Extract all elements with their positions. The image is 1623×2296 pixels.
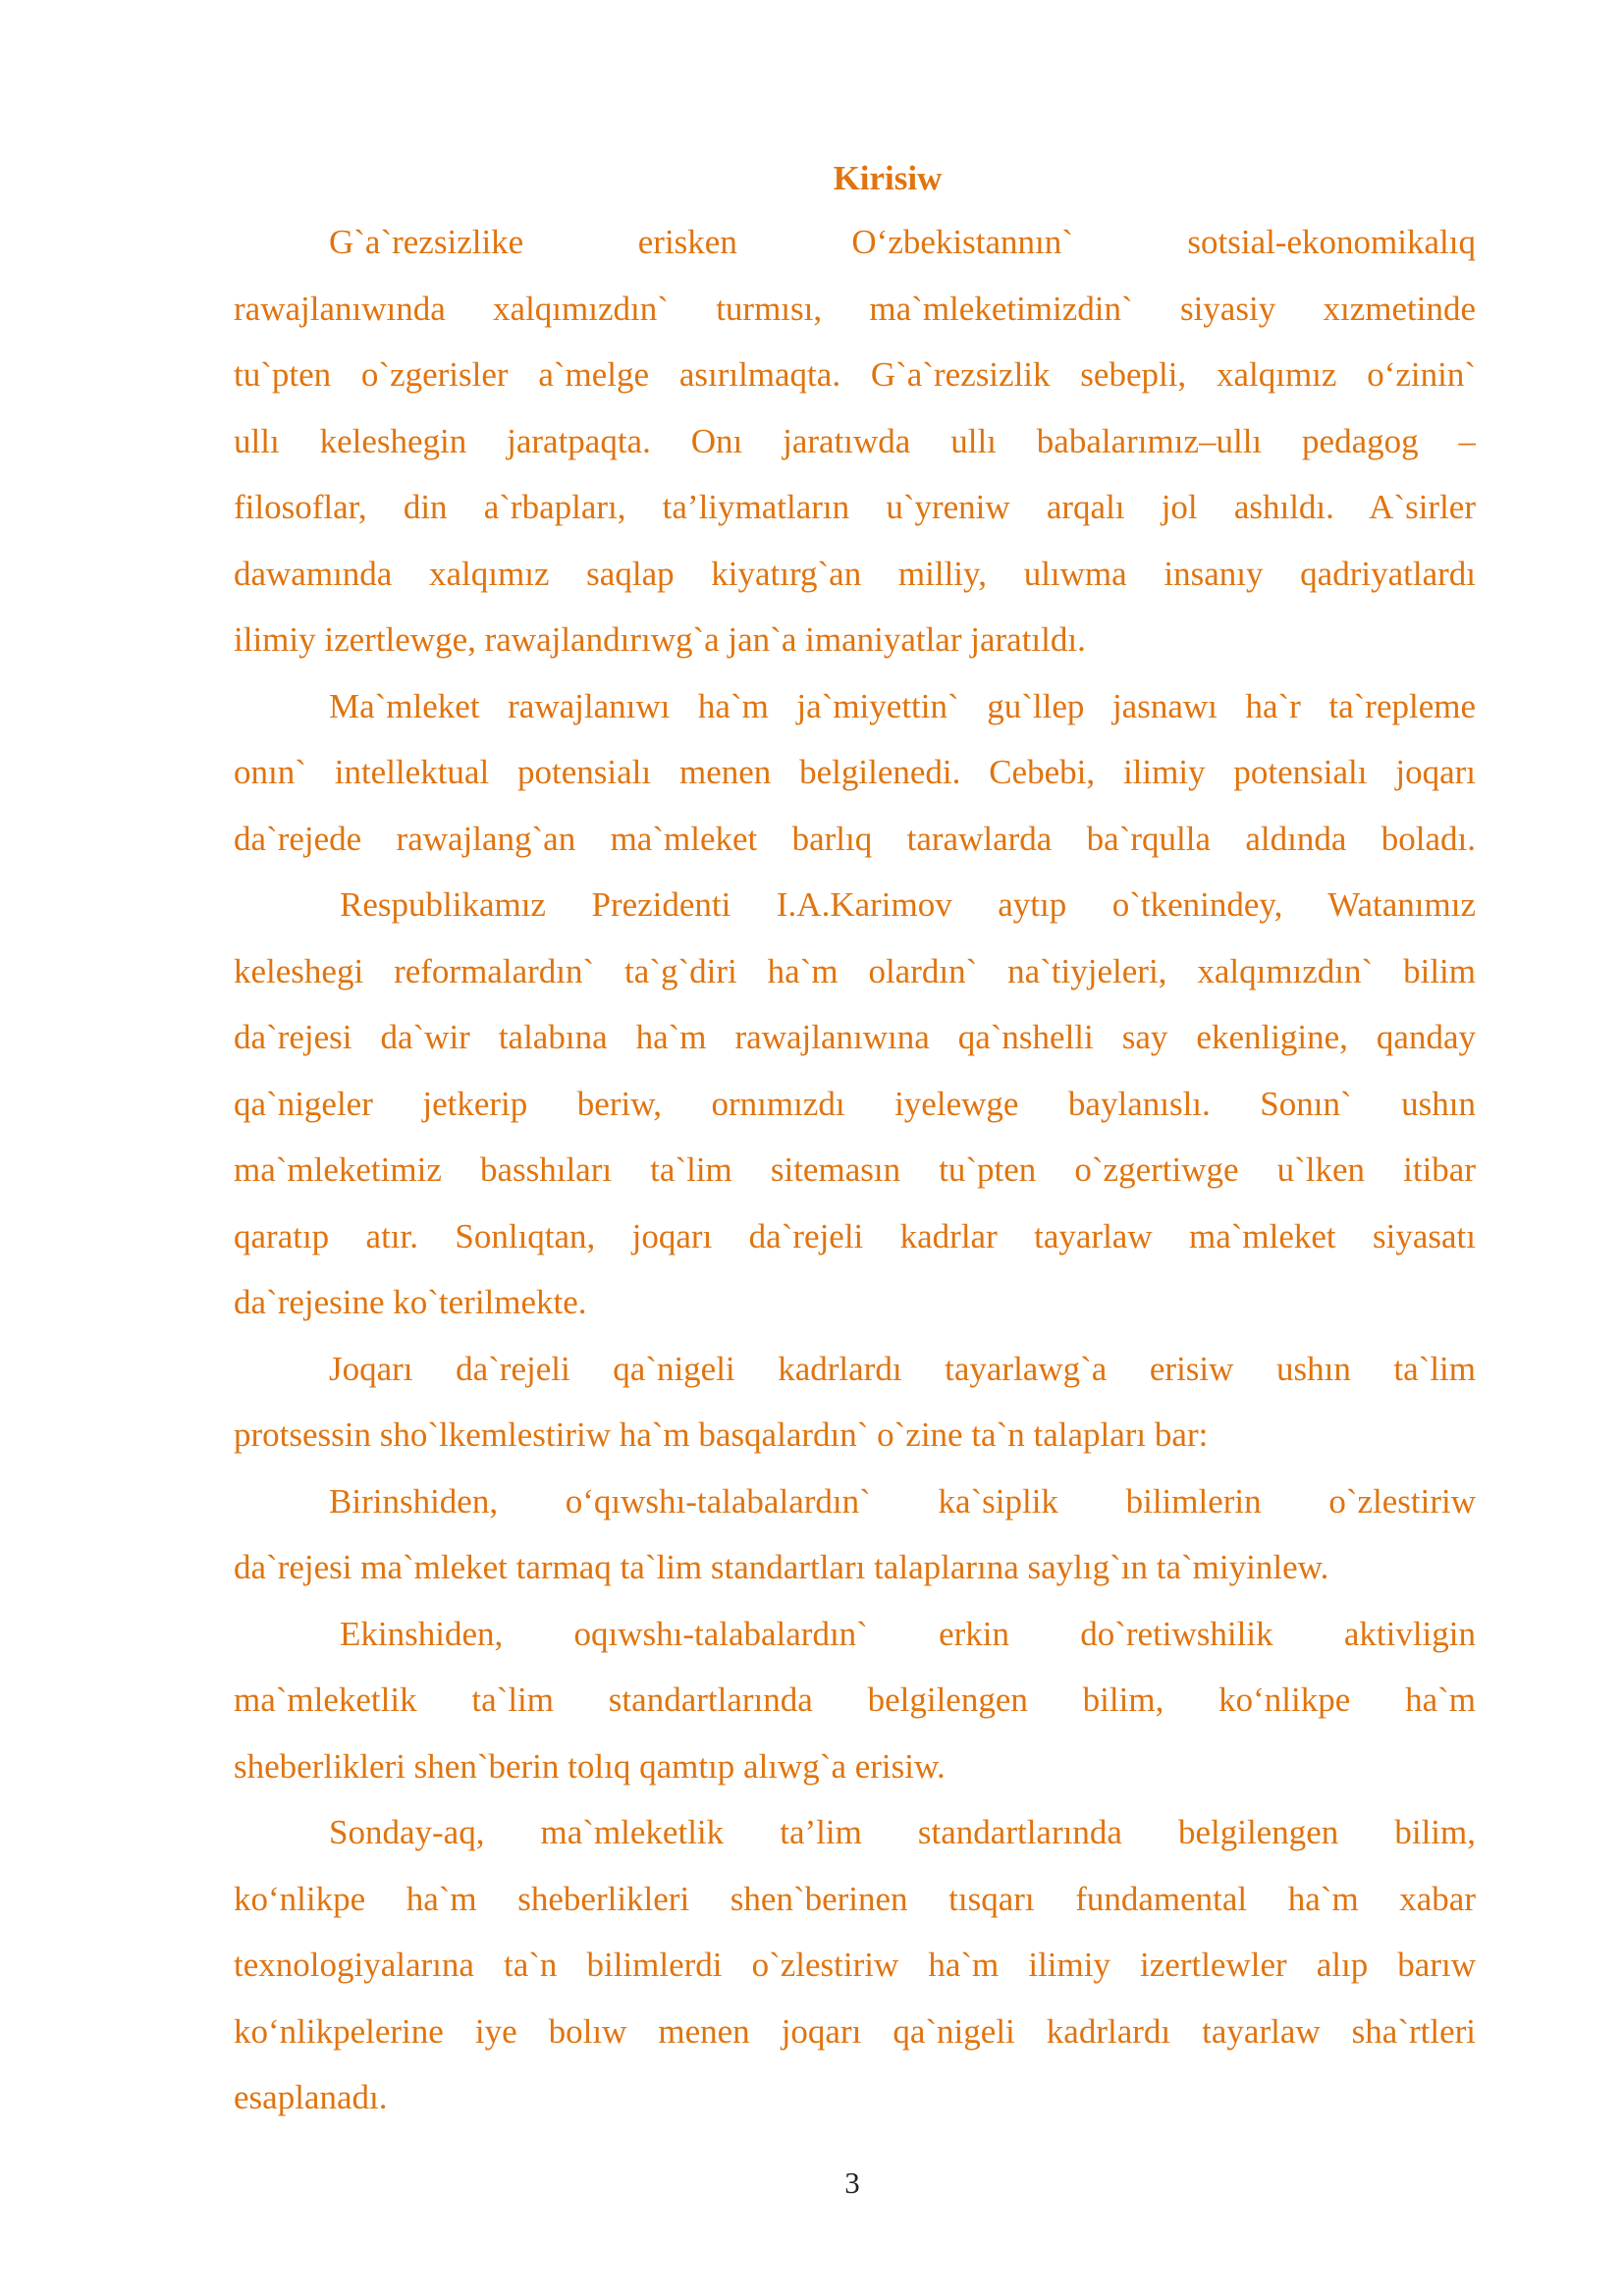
text-line: ma`mleketlik ta`lim standartlarında belgilengen bilim, ko‘nlikpe ha`m	[234, 1681, 1476, 1719]
document-body	[234, 218, 1476, 2140]
text-line: keleshegi reformalardın` ta`g`diri ha`m olardın` na`tiyjeleri, xalqımızdın` bilim	[234, 951, 1476, 990]
text-line: onın` intellektual potensialı menen belgilenedi. Cebebi, ilimiy potensialı joqarı	[234, 753, 1476, 791]
text-line: ma`mleketimiz basshıları ta`lim sitemasın tu`pten o`zgertiwge u`lken itibar	[234, 1150, 1476, 1189]
text-line: protsessin sho`lkemlestiriw ha`m basqalardın` o`zine ta`n talapları bar:	[234, 1415, 1209, 1454]
document-title: Kirisiw	[833, 159, 943, 197]
text-line: filosoflar, din a`rbapları, ta’liymatların u`yreniw arqalı jol ashıldı. A`sirler	[234, 488, 1476, 526]
text-line: dawamında xalqımız saqlap kiyatırg`an milliy, ulıwma insanıy qadriyatlardı	[234, 554, 1476, 593]
text-line: Respublikamız Prezidenti I.A.Karimov aytıp o`tkenindey, Watanımız	[340, 885, 1476, 924]
text-line: sheberlikleri shen`berin tolıq qamtıp alıwg`a erisiw.	[234, 1746, 946, 1786]
text-line: texnologiyalarına ta`n bilimlerdi o`zlestiriw ha`m ilimiy izertlewler alıp barıw	[234, 1946, 1476, 1984]
text-line: G`a`rezsizlike erisken O‘zbekistannın` sotsial-ekonomikalıq	[329, 223, 1476, 261]
text-line: da`rejesi da`wir talabına ha`m rawajlanıwına qa`nshelli say ekenligine, qanday	[234, 1018, 1476, 1056]
text-line: Sonday-aq, ma`mleketlik ta’lim standartlarında belgilengen bilim,	[329, 1813, 1476, 1851]
text-line: da`rejesine ko`terilmekte.	[234, 1283, 587, 1321]
text-line: ko‘nlikpe ha`m sheberlikleri shen`berinen tısqarı fundamental ha`m xabar	[234, 1879, 1476, 1918]
text-line: ilimiy izertlewge, rawajlandırıwg`a jan`a imaniyatlar jaratıldı.	[234, 620, 1086, 659]
text-line: Birinshiden, o‘qıwshı-talabalardın` ka`siplik bilimlerin o`zlestiriw	[329, 1481, 1476, 1521]
text-line: da`rejede rawajlang`an ma`mleket barlıq tarawlarda ba`rqulla aldında boladı.	[234, 819, 1476, 858]
text-line: Ma`mleket rawajlanıwı ha`m ja`miyettin` gu`llep jasnawı ha`r ta`repleme	[329, 686, 1476, 725]
text-line: rawajlanıwında xalqımızdın` turmısı, ma`mleketimizdin` siyasiy xızmetinde	[234, 289, 1476, 328]
page-number: 3	[844, 2165, 860, 2200]
text-line: ullı keleshegin jaratpaqta. Onı jaratıwda ullı babalarımız–ullı pedagog –	[234, 421, 1476, 460]
text-line: Joqarı da`rejeli qa`nigeli kadrlardı tayarlawg`a erisiw ushın ta`lim	[329, 1349, 1476, 1388]
text-line: Ekinshiden, oqıwshı-talabalardın` erkin do`retiwshilik aktivligin	[340, 1614, 1476, 1653]
text-line: da`rejesi ma`mleket tarmaq ta`lim standartları talaplarına saylıg`ın ta`miyinlew.	[234, 1548, 1329, 1586]
text-line: tu`pten o`zgerisler a`melge asırılmaqta. G`a`rezsizlik sebepli, xalqımız o‘zinin`	[234, 355, 1476, 394]
text-line: esaplanadı.	[234, 2078, 388, 2116]
text-line: ko‘nlikpelerine iye bolıw menen joqarı qa`nigeli kadrlardı tayarlaw sha`rtleri	[234, 2011, 1476, 2051]
text-line: qaratıp atır. Sonlıqtan, joqarı da`rejeli kadrlar tayarlaw ma`mleket siyasatı	[234, 1216, 1476, 1255]
text-line: qa`nigeler jetkerip beriw, ornımızdı iyelewge baylanıslı. Sonın` ushın	[234, 1084, 1476, 1123]
